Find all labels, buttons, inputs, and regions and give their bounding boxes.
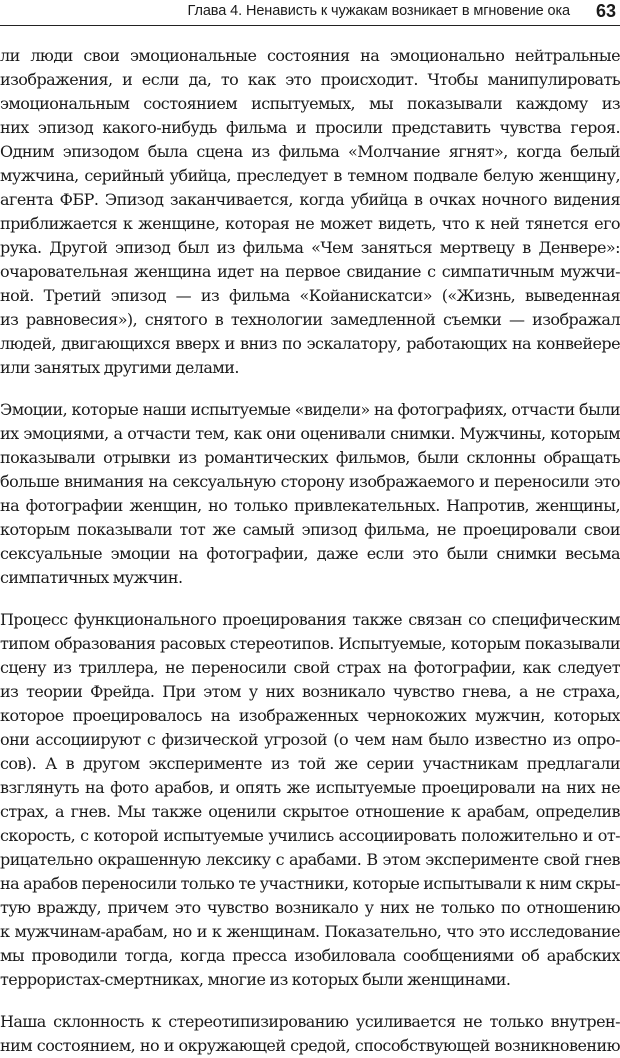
text-line: скорость, с которой испытуемые учились ассоциировать положительно и от-: [0, 826, 620, 845]
text-line: страх, а гнев. Мы также оценили скрытое отношение к арабам, определив: [0, 802, 620, 821]
text-line: которым показывали тот же самый эпизод фильма, не проецировали свои: [0, 520, 620, 539]
text-line: которое проецировалось на изображенных чернокожих мужчин, которых: [0, 706, 620, 725]
text-line: на арабов переносили только те участники, которые испытывали к ним скры-: [0, 874, 620, 893]
header-rule: [0, 25, 620, 26]
text-line: Процесс функционального проецирования также связан со специфическим: [0, 610, 620, 629]
paragraph-gap: [0, 380, 620, 398]
text-line: рицательно окрашенную лексику с арабами. В этом эксперименте свой гнев: [0, 850, 620, 869]
text-line: типом образования расовых стереотипов. Испытуемые, которым показывали: [0, 634, 620, 653]
text-line: сов). А в другом эксперименте из той же серии участникам предлагали: [0, 754, 620, 773]
paragraph: [0, 44, 620, 380]
text-line: сексуальные эмоции на фотографии, даже если это были снимки весьма: [0, 544, 620, 563]
text-line: них эпизод какого-нибудь фильма и просили представить чувства героя.: [0, 118, 620, 137]
text-line: на фотографии женщин, но только привлекательных. Напротив, женщины,: [0, 496, 620, 515]
text-line: или занятых другими делами.: [0, 358, 239, 377]
text-line: к мужчинам-арабам, но и к женщинам. Показательно, что это исследование: [0, 922, 620, 941]
text-line: ним состоянием, но и окружающей средой, способствующей возникновению: [0, 1036, 620, 1055]
text-line: тую вражду, причем это чувство возникало у них не только по отношению: [0, 898, 620, 917]
running-head: Глава 4. Ненависть к чужакам возникает в мгновение ока: [187, 3, 570, 19]
text-line: Эмоции, которые наши испытуемые «видели» на фотографиях, отчасти были: [0, 400, 620, 419]
text-line: их эмоциями, а отчасти тем, как они оценивали снимки. Мужчины, которым: [0, 424, 620, 443]
text-line: мужчина, серийный убийца, преследует в темном подвале белую женщину,: [0, 166, 620, 185]
text-line: людей, двигающихся вверх и вниз по эскалатору, работающих на конвейере: [0, 334, 620, 353]
page-header: [0, 0, 620, 26]
text-line: агента ФБР. Эпизод заканчивается, когда убийца в очках ночного видения: [0, 190, 620, 209]
text-line: очаровательная женщина идет на первое свидание с симпатичным мужчи-: [0, 262, 620, 281]
text-line: они ассоциируют с физической угрозой (о чем нам было известно из опро-: [0, 730, 620, 749]
text-line: из теории Фрейда. При этом у них возникало чувство гнева, а не страха,: [0, 682, 620, 701]
text-line: Наша склонность к стереотипизированию усиливается не только внутрен-: [0, 1012, 620, 1031]
paragraph: [0, 398, 620, 590]
text-line: взглянуть на фото арабов, и опять же испытуемые проецировали на них не: [0, 778, 620, 797]
text-line: террористах-смертниках, многие из которых были женщинами.: [0, 970, 511, 989]
text-line: больше внимания на сексуальную сторону изображаемого и переносили это: [0, 472, 620, 491]
text-line: приближается к женщине, которая не может видеть, что к ней тянется его: [0, 214, 620, 233]
text-line: сцену из триллера, не переносили свой страх на фотографии, как следует: [0, 658, 620, 677]
text-line: ли люди свои эмоциональные состояния на эмоционально нейтральные: [0, 46, 620, 65]
text-line: симпатичных мужчин.: [0, 568, 183, 587]
text-line: из равновесия»), снятого в технологии замедленной съемки — изображал: [0, 310, 620, 329]
paragraph: [0, 1010, 620, 1058]
text-line: мы проводили тогда, когда пресса изобиловала сообщениями об арабских: [0, 946, 620, 965]
text-line: показывали отрывки из романтических фильмов, были склонны обращать: [0, 448, 620, 467]
text-line: эмоциональным состоянием испытуемых, мы показывали каждому из: [0, 94, 620, 113]
body-text: [0, 44, 620, 1058]
paragraph-gap: [0, 992, 620, 1010]
text-line: ной. Третий эпизод — из фильма «Койанискатси» («Жизнь, выведенная: [0, 286, 620, 305]
text-line: рука. Другой эпизод был из фильма «Чем заняться мертвецу в Денвере»:: [0, 238, 620, 257]
text-line: изображения, и если да, то как это происходит. Чтобы манипулировать: [0, 70, 620, 89]
text-line: Одним эпизодом была сцена из фильма «Молчание ягнят», когда белый: [0, 142, 620, 161]
paragraph-gap: [0, 590, 620, 608]
page-number: 63: [595, 1, 616, 21]
paragraph: [0, 608, 620, 992]
